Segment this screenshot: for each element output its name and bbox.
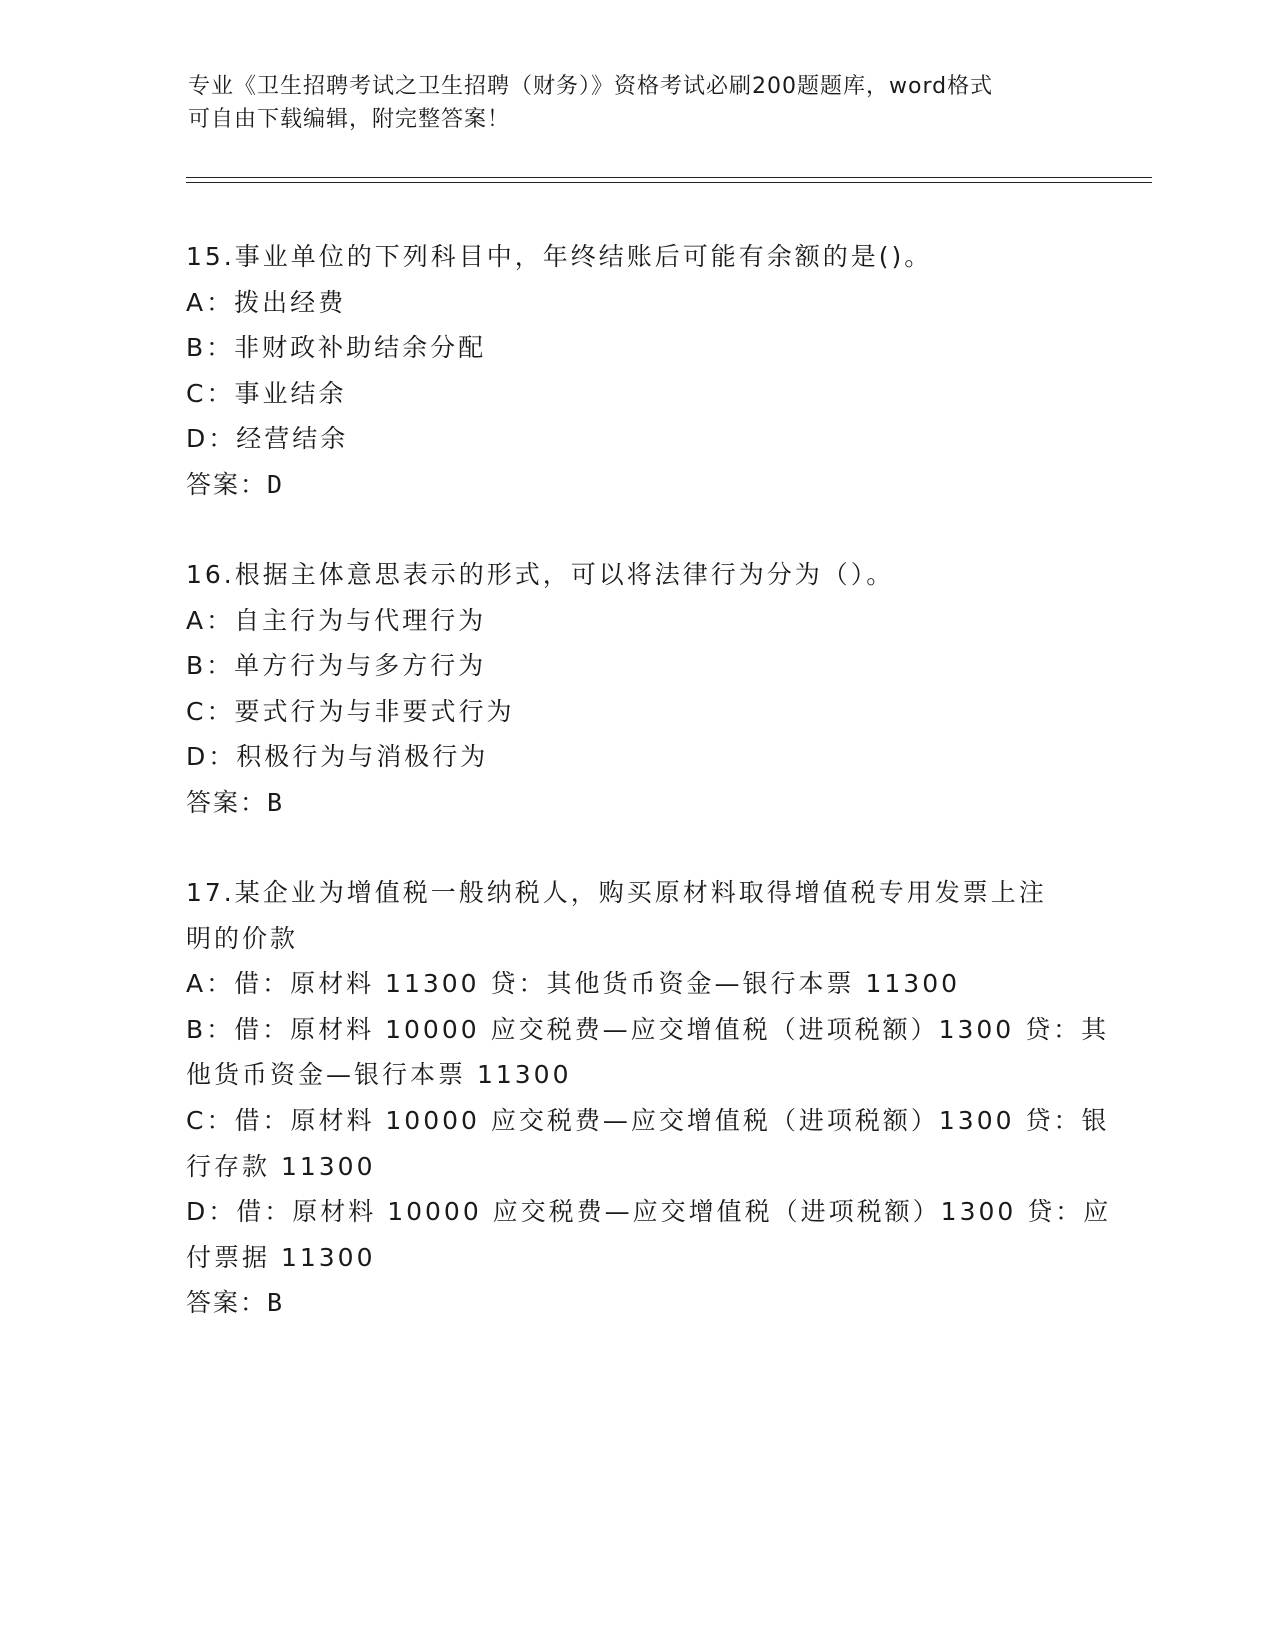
option-b: B：单方行为与多方行为 <box>186 651 487 681</box>
option-a: A：借：原材料 11300 贷：其他货币资金—银行本票 11300 <box>186 969 961 999</box>
header-line-1: 专业《卫生招聘考试之卫生招聘（财务）》资格考试必刷200题题库，word格式 <box>188 74 994 99</box>
option-a: A：自主行为与代理行为 <box>186 605 487 635</box>
option-d: D：积极行为与消极行为 <box>186 742 489 772</box>
option-a: A：拨出经费 <box>186 287 347 317</box>
option-b-line-1: B：借：原材料 10000 应交税费—应交增值税（进项税额）1300 贷：其 <box>186 1014 1110 1044</box>
header-divider-bottom <box>186 182 1152 183</box>
option-c: C：要式行为与非要式行为 <box>186 696 515 726</box>
header-divider-top <box>186 177 1152 178</box>
header-line-2: 可自由下载编辑，附完整答案！ <box>188 107 511 132</box>
answer: 答案：B <box>186 787 285 817</box>
option-d-line-1: D：借：原材料 10000 应交税费—应交增值税（进项税额）1300 贷：应 <box>186 1197 1112 1227</box>
question-15 <box>186 234 1086 508</box>
option-c-line-1: C：借：原材料 10000 应交税费—应交增值税（进项税额）1300 贷：银 <box>186 1105 1110 1135</box>
option-b-line-2: 他货币资金—银行本票 11300 <box>186 1060 572 1090</box>
option-c: C：事业结余 <box>186 378 347 408</box>
question-stem: 16.根据主体意思表示的形式，可以将法律行为分为（）。 <box>186 560 895 589</box>
option-c-line-2: 行存款 11300 <box>186 1151 376 1181</box>
document-header <box>188 70 1088 136</box>
question-stem-line-2: 明的价款 <box>186 923 299 953</box>
answer: 答案：B <box>186 1288 285 1318</box>
question-17 <box>186 870 1112 1326</box>
option-d-line-2: 付票据 11300 <box>186 1242 376 1272</box>
option-d: D：经营结余 <box>186 424 349 454</box>
option-b: B：非财政补助结余分配 <box>186 333 487 363</box>
question-stem-line-1: 17.某企业为增值税一般纳税人，购买原材料取得增值税专用发票上注 <box>186 878 1047 907</box>
question-stem: 15.事业单位的下列科目中，年终结账后可能有余额的是()。 <box>186 242 933 271</box>
question-16 <box>186 552 1086 826</box>
answer: 答案：D <box>186 469 285 499</box>
